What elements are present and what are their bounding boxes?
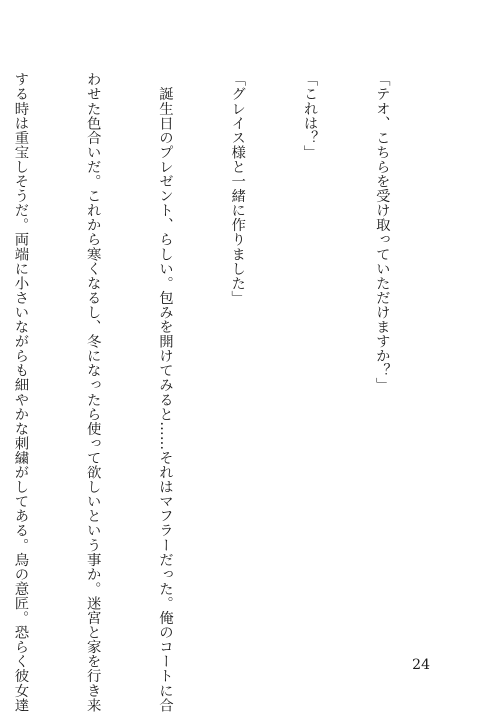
- text-line: わせた色合いだ。これから寒くなるし、冬になったら使って欲しいという事か。迷宮と家を行き来: [84, 72, 101, 712]
- text-line: 「テオ、こちらを受け取っていただけますか？」: [373, 72, 390, 393]
- text-line: する時は重宝しそうだ。両端に小さいながらも細やかな刺繍がしてある。鳥の意匠。恐らく彼女達: [12, 72, 29, 712]
- text-line: 「これは？」: [301, 72, 318, 160]
- text-line: 誕生日のプレゼント、らしい。包みを開けてみると……それはマフラーだった。俺のコートに合: [156, 72, 173, 712]
- page-number: 24: [412, 657, 430, 673]
- text-line: 「グレイス様と一緒に作りました」: [229, 72, 246, 305]
